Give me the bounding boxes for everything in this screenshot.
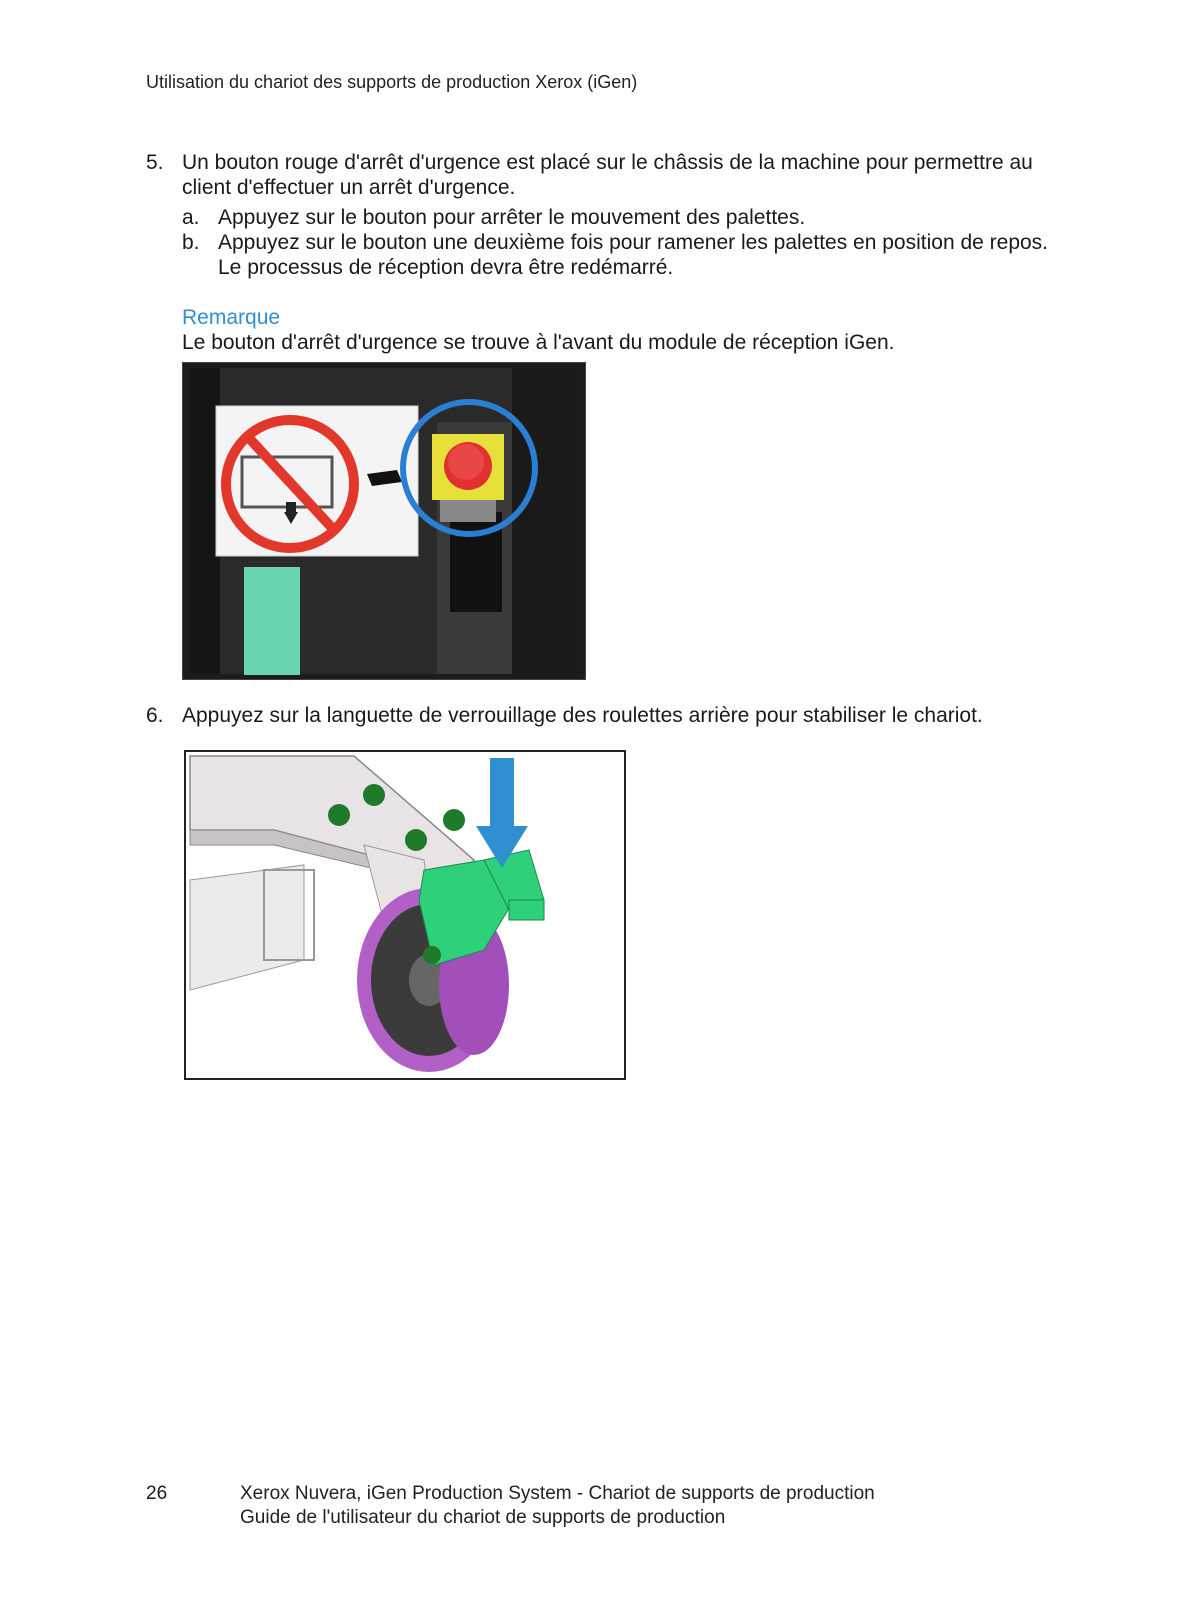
caster-brake-illustration	[184, 750, 626, 1080]
page-number: 26	[146, 1483, 168, 1504]
substep-text-line: Le processus de réception devra être redémarré.	[218, 256, 674, 279]
step-6	[146, 703, 1046, 729]
step-text-line: Un bouton rouge d'arrêt d'urgence est placé sur le châssis de la machine pour permettre au	[182, 151, 1033, 174]
step-number: 5.	[146, 151, 164, 174]
note-title: Remarque	[182, 306, 281, 329]
substep-letter: a.	[182, 206, 200, 229]
page-header: Utilisation du chariot des supports de production Xerox (iGen)	[146, 72, 638, 92]
step-text-line: Appuyez sur la languette de verrouillage des roulettes arrière pour stabiliser le chariot.	[182, 704, 983, 727]
note-text: Le bouton d'arrêt d'urgence se trouve à l'avant du module de réception iGen.	[182, 331, 895, 354]
step-text-line: client d'effectuer un arrêt d'urgence.	[182, 176, 516, 199]
substep-a	[182, 205, 1042, 231]
footer-subtitle: Guide de l'utilisateur du chariot de supports de production	[240, 1507, 726, 1528]
substep-text-line: Appuyez sur le bouton pour arrêter le mouvement des palettes.	[218, 206, 806, 229]
step-number: 6.	[146, 704, 164, 727]
substep-letter: b.	[182, 231, 200, 254]
substep-text-line: Appuyez sur le bouton une deuxième fois pour ramener les palettes en position de repos.	[218, 231, 1049, 254]
footer-title: Xerox Nuvera, iGen Production System - Chariot de supports de production	[240, 1483, 875, 1504]
substep-b	[182, 230, 1049, 282]
emergency-stop-photo	[182, 362, 586, 680]
